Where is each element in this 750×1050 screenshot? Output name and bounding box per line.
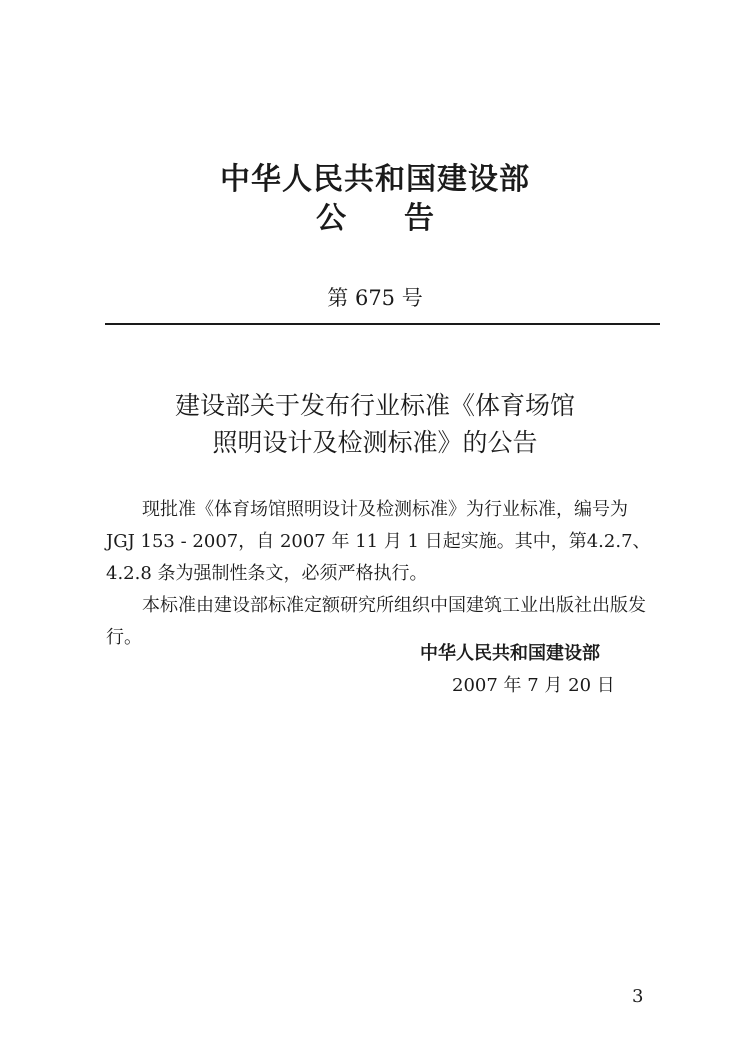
header-divider [105,323,660,325]
page-number: 3 [632,986,644,1007]
document-title [0,387,750,461]
signature-date: 2007 年 7 月 20 日 [452,675,615,696]
body-paragraph-1: 现批准《体育场馆照明设计及检测标准》为行业标准，编号为 JGJ 153 - 2007，自 2007 年 11 月 1 日起实施。其中，第4.2.7、4.2.8 条为强制性条文，必须严格执行。 [106,499,651,584]
body-paragraph-2: 本标准由建设部标准定额研究所组织中国建筑工业出版社出版发行。 [106,595,646,648]
ministry-heading: 中华人民共和国建设部 [220,162,530,197]
notice-heading: 公告 [316,201,492,236]
document-title-line1: 建设部关于发布行业标准《体育场馆 [174,391,575,420]
document-title-line2: 照明设计及检测标准》的公告 [212,428,538,457]
document-body [106,494,662,654]
notice-number: 第 675 号 [327,286,423,310]
signature-org: 中华人民共和国建设部 [420,643,600,664]
